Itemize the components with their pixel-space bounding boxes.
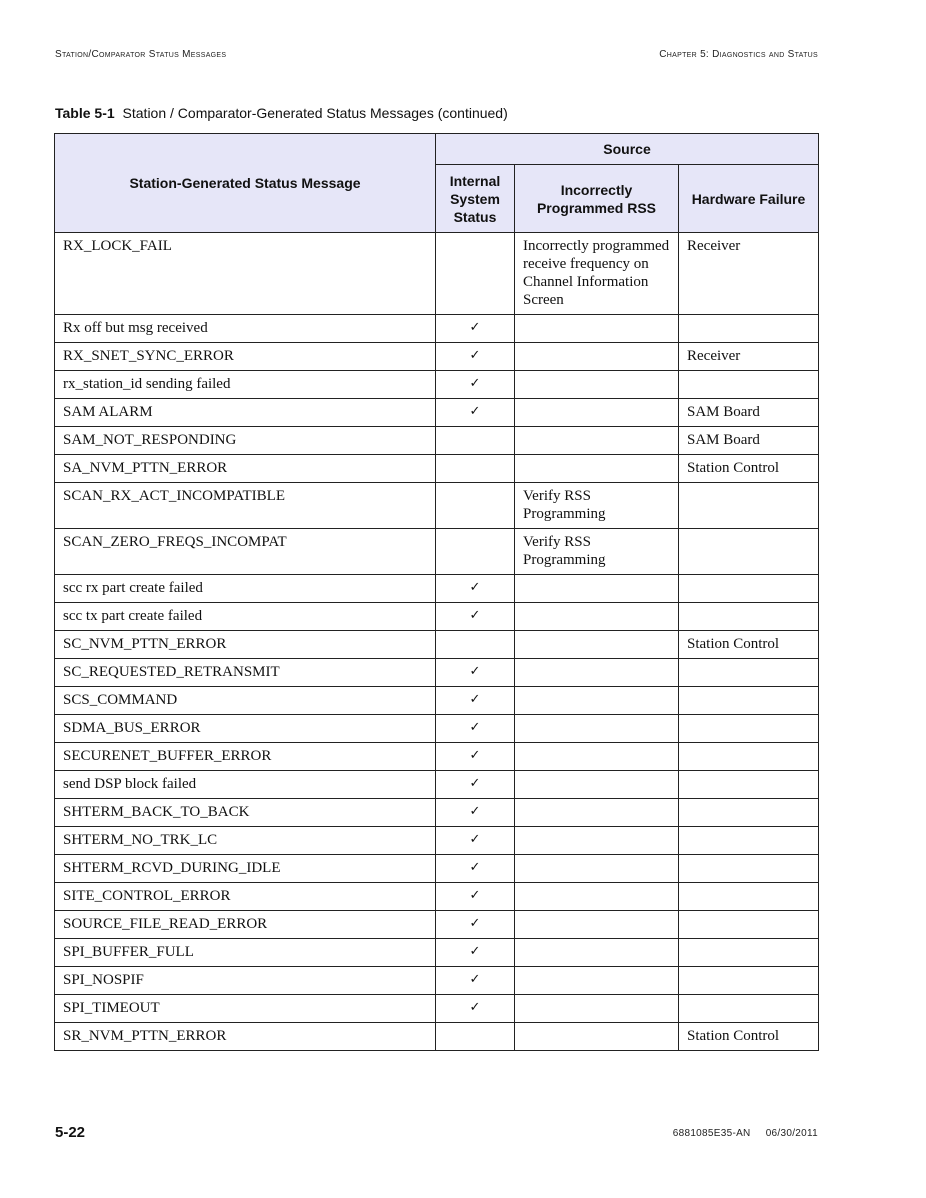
cell-internal-status: ✓ bbox=[436, 743, 515, 771]
cell-incorrect-rss bbox=[515, 427, 679, 455]
table-row bbox=[55, 939, 819, 967]
cell-incorrect-rss bbox=[515, 343, 679, 371]
cell-hardware-failure bbox=[679, 995, 819, 1023]
cell-message: SHTERM_RCVD_DURING_IDLE bbox=[55, 855, 436, 883]
cell-message: rx_station_id sending failed bbox=[55, 371, 436, 399]
cell-incorrect-rss: Incorrectly programmed receive frequency on Channel Information Screen bbox=[515, 233, 679, 315]
cell-incorrect-rss bbox=[515, 399, 679, 427]
table-row bbox=[55, 855, 819, 883]
cell-hardware-failure bbox=[679, 659, 819, 687]
cell-internal-status bbox=[436, 483, 515, 529]
table-row bbox=[55, 483, 819, 529]
cell-message: SITE_CONTROL_ERROR bbox=[55, 883, 436, 911]
table-row bbox=[55, 529, 819, 575]
cell-hardware-failure bbox=[679, 967, 819, 995]
cell-incorrect-rss bbox=[515, 855, 679, 883]
table-row bbox=[55, 799, 819, 827]
cell-internal-status: ✓ bbox=[436, 343, 515, 371]
cell-internal-status: ✓ bbox=[436, 827, 515, 855]
cell-incorrect-rss bbox=[515, 995, 679, 1023]
column-header-message: Station-Generated Status Message bbox=[55, 134, 436, 233]
cell-incorrect-rss bbox=[515, 631, 679, 659]
table-caption-label: Table 5-1 bbox=[55, 105, 115, 121]
table-row bbox=[55, 743, 819, 771]
cell-incorrect-rss: Verify RSS Programming bbox=[515, 529, 679, 575]
cell-internal-status: ✓ bbox=[436, 603, 515, 631]
cell-incorrect-rss bbox=[515, 603, 679, 631]
cell-incorrect-rss bbox=[515, 939, 679, 967]
cell-message: Rx off but msg received bbox=[55, 315, 436, 343]
cell-message: SPI_BUFFER_FULL bbox=[55, 939, 436, 967]
cell-hardware-failure bbox=[679, 743, 819, 771]
cell-hardware-failure bbox=[679, 911, 819, 939]
cell-internal-status: ✓ bbox=[436, 855, 515, 883]
cell-incorrect-rss: Verify RSS Programming bbox=[515, 483, 679, 529]
cell-incorrect-rss bbox=[515, 371, 679, 399]
table-row bbox=[55, 343, 819, 371]
cell-internal-status: ✓ bbox=[436, 715, 515, 743]
cell-internal-status: ✓ bbox=[436, 687, 515, 715]
cell-internal-status: ✓ bbox=[436, 371, 515, 399]
cell-incorrect-rss bbox=[515, 715, 679, 743]
table-row bbox=[55, 315, 819, 343]
cell-hardware-failure bbox=[679, 687, 819, 715]
table-row bbox=[55, 603, 819, 631]
cell-internal-status: ✓ bbox=[436, 967, 515, 995]
cell-incorrect-rss bbox=[515, 687, 679, 715]
cell-incorrect-rss bbox=[515, 659, 679, 687]
cell-message: RX_SNET_SYNC_ERROR bbox=[55, 343, 436, 371]
cell-hardware-failure: SAM Board bbox=[679, 399, 819, 427]
table-row bbox=[55, 883, 819, 911]
table-row bbox=[55, 687, 819, 715]
cell-hardware-failure bbox=[679, 575, 819, 603]
cell-hardware-failure bbox=[679, 371, 819, 399]
cell-hardware-failure bbox=[679, 483, 819, 529]
cell-message: SDMA_BUS_ERROR bbox=[55, 715, 436, 743]
cell-hardware-failure bbox=[679, 939, 819, 967]
cell-internal-status bbox=[436, 529, 515, 575]
page-number: 5-22 bbox=[55, 1124, 86, 1141]
table-row bbox=[55, 233, 819, 315]
cell-hardware-failure: Receiver bbox=[679, 343, 819, 371]
table-row bbox=[55, 771, 819, 799]
table-body bbox=[55, 233, 819, 1051]
cell-internal-status: ✓ bbox=[436, 911, 515, 939]
cell-message: SCAN_ZERO_FREQS_INCOMPAT bbox=[55, 529, 436, 575]
running-header-section: Station/Comparator Status Messages bbox=[55, 49, 227, 60]
cell-message: SR_NVM_PTTN_ERROR bbox=[55, 1023, 436, 1051]
cell-message: SECURENET_BUFFER_ERROR bbox=[55, 743, 436, 771]
cell-hardware-failure: Station Control bbox=[679, 455, 819, 483]
cell-message: SPI_TIMEOUT bbox=[55, 995, 436, 1023]
cell-message: scc tx part create failed bbox=[55, 603, 436, 631]
cell-hardware-failure bbox=[679, 715, 819, 743]
cell-hardware-failure bbox=[679, 883, 819, 911]
cell-incorrect-rss bbox=[515, 883, 679, 911]
cell-hardware-failure: Receiver bbox=[679, 233, 819, 315]
cell-hardware-failure bbox=[679, 799, 819, 827]
cell-incorrect-rss bbox=[515, 315, 679, 343]
document-info bbox=[673, 1128, 818, 1139]
cell-incorrect-rss bbox=[515, 1023, 679, 1051]
cell-internal-status bbox=[436, 455, 515, 483]
column-header-source: Source bbox=[436, 134, 819, 165]
cell-internal-status: ✓ bbox=[436, 575, 515, 603]
cell-message: SC_REQUESTED_RETRANSMIT bbox=[55, 659, 436, 687]
cell-internal-status bbox=[436, 1023, 515, 1051]
cell-hardware-failure bbox=[679, 855, 819, 883]
table-row bbox=[55, 1023, 819, 1051]
document-date: 06/30/2011 bbox=[765, 1128, 818, 1139]
cell-incorrect-rss bbox=[515, 827, 679, 855]
table-row bbox=[55, 659, 819, 687]
cell-internal-status: ✓ bbox=[436, 995, 515, 1023]
column-header-incorrect-rss: Incorrectly Programmed RSS bbox=[515, 165, 679, 233]
cell-hardware-failure bbox=[679, 603, 819, 631]
cell-message: SAM_NOT_RESPONDING bbox=[55, 427, 436, 455]
table-row bbox=[55, 827, 819, 855]
table-row bbox=[55, 399, 819, 427]
document-id: 6881085E35-AN bbox=[672, 1128, 751, 1139]
cell-message: send DSP block failed bbox=[55, 771, 436, 799]
cell-message: SOURCE_FILE_READ_ERROR bbox=[55, 911, 436, 939]
cell-hardware-failure bbox=[679, 529, 819, 575]
cell-internal-status: ✓ bbox=[436, 883, 515, 911]
cell-message: SA_NVM_PTTN_ERROR bbox=[55, 455, 436, 483]
cell-hardware-failure: Station Control bbox=[679, 631, 819, 659]
cell-incorrect-rss bbox=[515, 455, 679, 483]
cell-internal-status: ✓ bbox=[436, 771, 515, 799]
cell-incorrect-rss bbox=[515, 575, 679, 603]
cell-message: SHTERM_BACK_TO_BACK bbox=[55, 799, 436, 827]
cell-internal-status bbox=[436, 233, 515, 315]
table-caption bbox=[55, 105, 508, 121]
cell-message: SCS_COMMAND bbox=[55, 687, 436, 715]
cell-internal-status: ✓ bbox=[436, 799, 515, 827]
cell-message: scc rx part create failed bbox=[55, 575, 436, 603]
table-row bbox=[55, 575, 819, 603]
table-row bbox=[55, 995, 819, 1023]
cell-message: SAM ALARM bbox=[55, 399, 436, 427]
table-row bbox=[55, 631, 819, 659]
column-header-internal-status: Internal System Status bbox=[436, 165, 515, 233]
cell-hardware-failure bbox=[679, 827, 819, 855]
cell-internal-status: ✓ bbox=[436, 315, 515, 343]
table-row bbox=[55, 911, 819, 939]
table-row bbox=[55, 967, 819, 995]
cell-message: RX_LOCK_FAIL bbox=[55, 233, 436, 315]
table-row bbox=[55, 455, 819, 483]
cell-incorrect-rss bbox=[515, 967, 679, 995]
cell-internal-status: ✓ bbox=[436, 399, 515, 427]
cell-message: SHTERM_NO_TRK_LC bbox=[55, 827, 436, 855]
table-row bbox=[55, 427, 819, 455]
cell-message: SC_NVM_PTTN_ERROR bbox=[55, 631, 436, 659]
cell-incorrect-rss bbox=[515, 743, 679, 771]
cell-incorrect-rss bbox=[515, 771, 679, 799]
cell-internal-status bbox=[436, 631, 515, 659]
status-messages-table bbox=[54, 133, 819, 1051]
cell-message: SCAN_RX_ACT_INCOMPATIBLE bbox=[55, 483, 436, 529]
table-row bbox=[55, 371, 819, 399]
running-header-chapter: Chapter 5: Diagnostics and Status bbox=[659, 49, 818, 60]
cell-message: SPI_NOSPIF bbox=[55, 967, 436, 995]
cell-hardware-failure bbox=[679, 315, 819, 343]
cell-hardware-failure: SAM Board bbox=[679, 427, 819, 455]
cell-hardware-failure: Station Control bbox=[679, 1023, 819, 1051]
cell-hardware-failure bbox=[679, 771, 819, 799]
cell-internal-status bbox=[436, 427, 515, 455]
cell-incorrect-rss bbox=[515, 799, 679, 827]
cell-internal-status: ✓ bbox=[436, 939, 515, 967]
table-caption-text: Station / Comparator-Generated Status Messages (continued) bbox=[122, 105, 508, 121]
cell-incorrect-rss bbox=[515, 911, 679, 939]
table-row bbox=[55, 715, 819, 743]
cell-internal-status: ✓ bbox=[436, 659, 515, 687]
column-header-hardware-failure: Hardware Failure bbox=[679, 165, 819, 233]
